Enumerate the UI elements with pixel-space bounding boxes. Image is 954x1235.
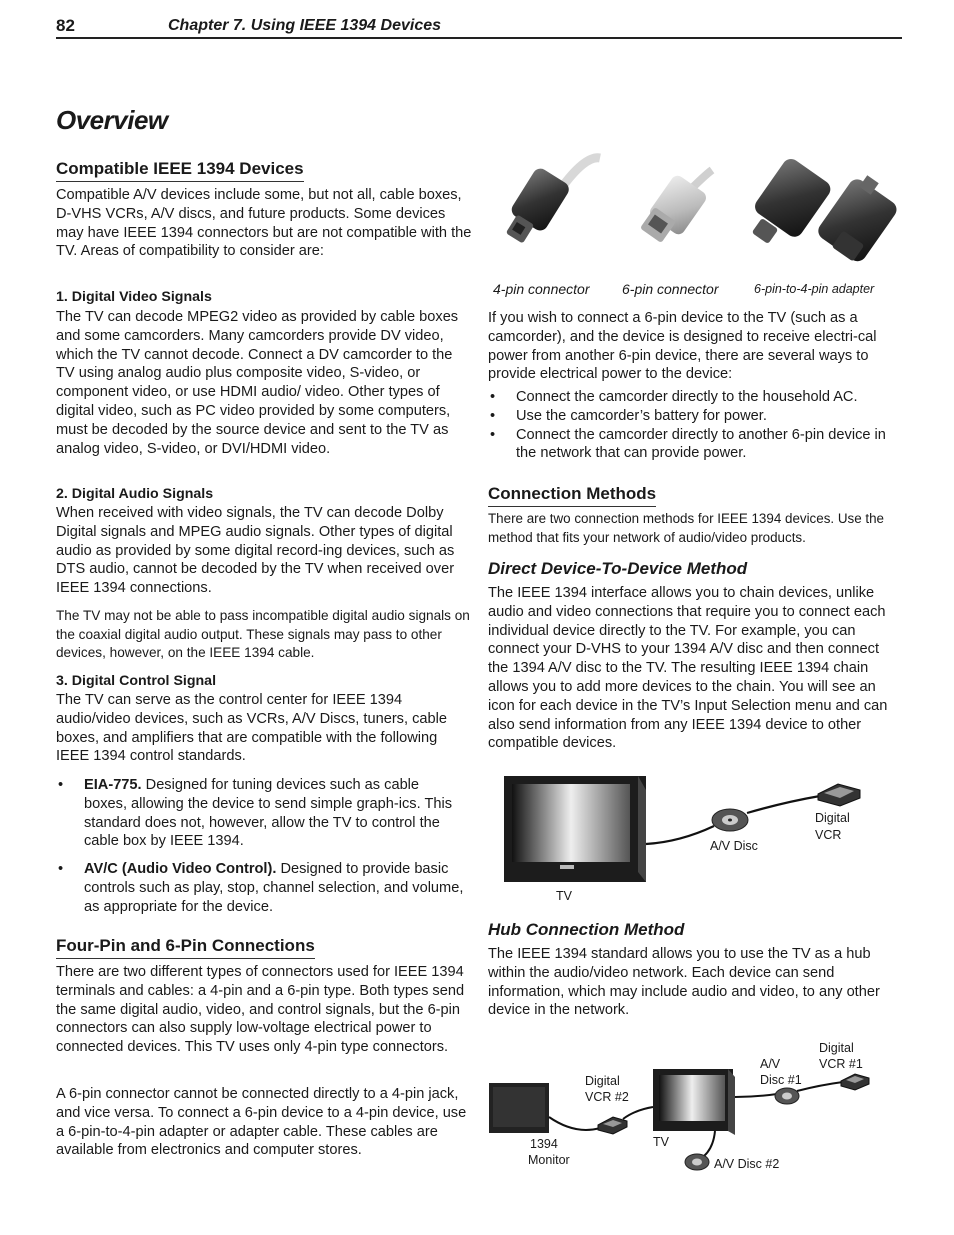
direct-label-tv: TV (556, 889, 572, 903)
item3-text: The TV can serve as the control center for IEEE 1394 audio/video devices, such as VCRs, A/V Discs, tuners, cable boxes, and amplifiers that are compatible with the following IEEE 1394 control standards. (56, 692, 447, 765)
header-rule (56, 37, 902, 39)
hub-label-vcr2-1: Digital (585, 1074, 620, 1088)
av-disc-icon (712, 809, 748, 831)
item2-heading: 2. Digital Audio Signals (56, 486, 214, 502)
hub-method-text: The IEEE 1394 standard allows you to use the TV as a hub within the audio/video network. Each device can send information, which may include audio and video, to any other device in the network. (488, 946, 880, 1019)
chapter-title: Chapter 7. Using IEEE 1394 Devices (168, 17, 442, 34)
hub-label-vcr1-2: VCR #1 (819, 1057, 863, 1071)
fourpin-para2: A 6-pin connector cannot be connected directly to a 4-pin jack, and vice versa. To connect a 6-pin device to a 4-pin device, use a 6-pin-to-4-pin adapter or adapter cable. These cables are available from electronics and computer stores. (56, 1086, 467, 1159)
caption-4pin: 4-pin connector (493, 281, 590, 297)
hub-label-vcr2-2: VCR #2 (585, 1090, 629, 1104)
bullet-bold-label: EIA-775. (84, 777, 142, 793)
hub-label-monitor-1: 1394 (530, 1137, 558, 1151)
methods-intro: There are two connection methods for IEEE 1394 devices. Use the method that fits your network of audio/video products. (488, 511, 884, 545)
six-pin-connector-image (640, 170, 712, 243)
av-disc-icon (775, 1088, 799, 1104)
list-item (56, 860, 466, 916)
item2-note: The TV may not be able to pass incompatible digital audio signals on the coaxial digital audio output. These signals may pass to other devices, however, on the IEEE 1394 cable. (56, 608, 470, 660)
tv-image (504, 776, 646, 882)
hub-label-vcr1-1: Digital (819, 1041, 854, 1055)
direct-label-vcr-2: VCR (815, 828, 842, 842)
vcr-icon (818, 784, 860, 806)
list-item: • Connect the camcorder directly to another 6-pin device in the network that can provide power. (488, 426, 898, 464)
section-heading-methods: Connection Methods (488, 484, 656, 507)
bullet-text: Designed to provide basic controls such as play, stop, channel selection, and volume, as appropriate for the device. (84, 861, 464, 915)
hub-label-tv: TV (653, 1135, 669, 1149)
four-pin-connector-image (506, 158, 600, 244)
control-standards-list (56, 776, 466, 917)
power-options-list (488, 388, 898, 463)
av-disc-icon (685, 1154, 709, 1170)
direct-label-disc: A/V Disc (710, 839, 758, 853)
direct-label-vcr-1: Digital (815, 811, 850, 825)
fourpin-para1: There are two different types of connectors used for IEEE 1394 terminals and cables: a 4-pin and a 6-pin type. Both types send the same digital audio, video, and control signals, but the 6-pin connectors can also supply low-voltage electrical power to connected devices. This TV uses only 4-pin type connectors. (56, 964, 465, 1056)
hub-label-disc2: A/V Disc #2 (714, 1157, 780, 1171)
item3-heading: 3. Digital Control Signal (56, 673, 217, 689)
page-title: Overview (56, 105, 168, 135)
tv-image (653, 1069, 735, 1135)
section-heading-fourpin: Four-Pin and 6-Pin Connections (56, 936, 315, 959)
page-number: 82 (56, 16, 75, 35)
hub-method-heading: Hub Connection Method (488, 920, 685, 939)
item1-text: The TV can decode MPEG2 video as provided by cable boxes and some camcorders. Many camcorders provide DV video, which the TV cannot decode. Connect a DV camcorder to the TV using analog audio plus composite video, S-video, or component video, or use HDMI audio/ video. Other types of digital video, such as PC video provided by some computers, must be decoded by the source device and sent to the TV as analog video, S-video, or DVI/HDMI video. (56, 309, 459, 457)
bullet-text: Designed for tuning devices such as cable boxes, allowing the device to send simple graph-ics. This standard does not, however, allow the TV to control the cable box by IEEE 1394. (84, 777, 453, 850)
vcr-icon (841, 1074, 869, 1090)
caption-adapter: 6-pin-to-4-pin adapter (754, 282, 875, 296)
list-item (56, 776, 466, 851)
hub-label-monitor-2: Monitor (528, 1153, 570, 1167)
vcr-icon (598, 1117, 627, 1134)
caption-6pin: 6-pin connector (622, 281, 719, 297)
item1-heading: 1. Digital Video Signals (56, 289, 212, 305)
adapter-image (752, 155, 900, 264)
bullet-bold-label: AV/C (Audio Video Control). (84, 861, 277, 878)
direct-method-text: The IEEE 1394 interface allows you to chain devices, unlike audio and video connections that require you to connect each individual device directly to the TV. For example, you can connect your D-VHS to your 1394 A/V disc and then connect the 1394 A/V disc to the TV. The resulting IEEE 1394 chain allows you to add more devices to the chain. You will see an icon for each device in the TV’s Input Selection menu and can also send information from any IEEE 1394 device to other compatible devices. (488, 585, 888, 752)
monitor-image (489, 1083, 549, 1133)
compatible-intro: Compatible A/V devices include some, but not all, cable boxes, D-VHS VCRs, A/V discs, and future products. Some devices may have IEEE 1394 connectors but are not compatible with the TV. Areas of compatibility to consider are: (56, 187, 472, 260)
list-item: • Use the camcorder’s battery for power. (488, 407, 898, 426)
hub-label-disc1-1: A/V (760, 1057, 781, 1071)
item2-text: When received with video signals, the TV can decode Dolby Digital signals and MPEG audio signals. Other types of digital audio as provided by some digital record-ing devices, such as DTS audio, cannot be decoded by the TV when received over IEEE 1394 connections. (56, 505, 455, 597)
hub-label-disc1-2: Disc #1 (760, 1073, 802, 1087)
section-heading-compatible: Compatible IEEE 1394 Devices (56, 159, 304, 182)
list-item: • Connect the camcorder directly to the household AC. (488, 388, 898, 407)
connector-photos (490, 150, 900, 280)
power-intro: If you wish to connect a 6-pin device to the TV (such as a camcorder), and the device is designed to receive electri-cal power from another 6-pin device, there are several ways to provide electrical power to the device: (488, 310, 877, 383)
direct-method-heading: Direct Device-To-Device Method (488, 559, 748, 578)
